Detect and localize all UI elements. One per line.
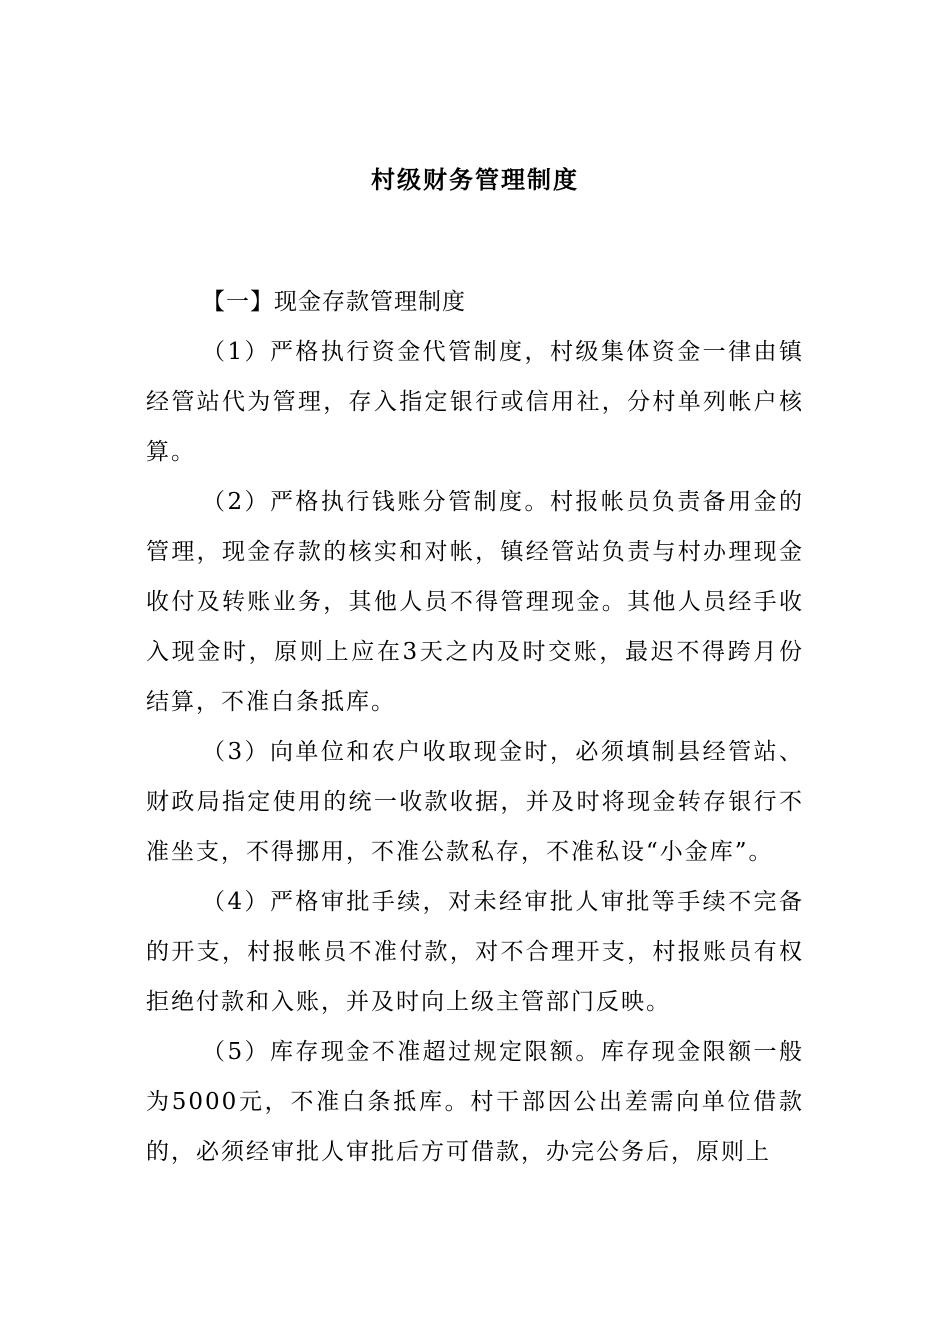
- section-heading: 【一】现金存款管理制度: [202, 289, 466, 315]
- document-body: [146, 277, 804, 1177]
- paragraph-2: （2）严格执行钱账分管制度。村报帐员负责备用金的管理，现金存款的核实和对帐，镇经管站负责与村办理现金收付及转账业务，其他人员不得管理现金。其他人员经手收入现金时，原则上应在3天之内及时交账，最迟不得跨月份结算，不准白条抵库。: [146, 489, 804, 715]
- paragraph-5: （5）库存现金不准超过规定限额。库存现金限额一般为5000元，不准白条抵库。村干部因公出差需向单位借款的，必须经审批人审批后方可借款，办完公务后，原则上: [146, 1039, 804, 1165]
- document-title: 村级财务管理制度: [371, 165, 579, 194]
- paragraph-3: （3）向单位和农户收取现金时，必须填制县经管站、财政局指定使用的统一收款收据，并及时将现金转存银行不准坐支，不得挪用，不准公款私存，不准私设“小金库”。: [146, 739, 804, 865]
- paragraph-1: （1）严格执行资金代管制度，村级集体资金一律由镇经管站代为管理，存入指定银行或信用社，分村单列帐户核算。: [146, 339, 804, 465]
- paragraph-4: （4）严格审批手续，对未经审批人审批等手续不完备的开支，村报帐员不准付款，对不合理开支，村报账员有权拒绝付款和入账，并及时向上级主管部门反映。: [146, 889, 804, 1015]
